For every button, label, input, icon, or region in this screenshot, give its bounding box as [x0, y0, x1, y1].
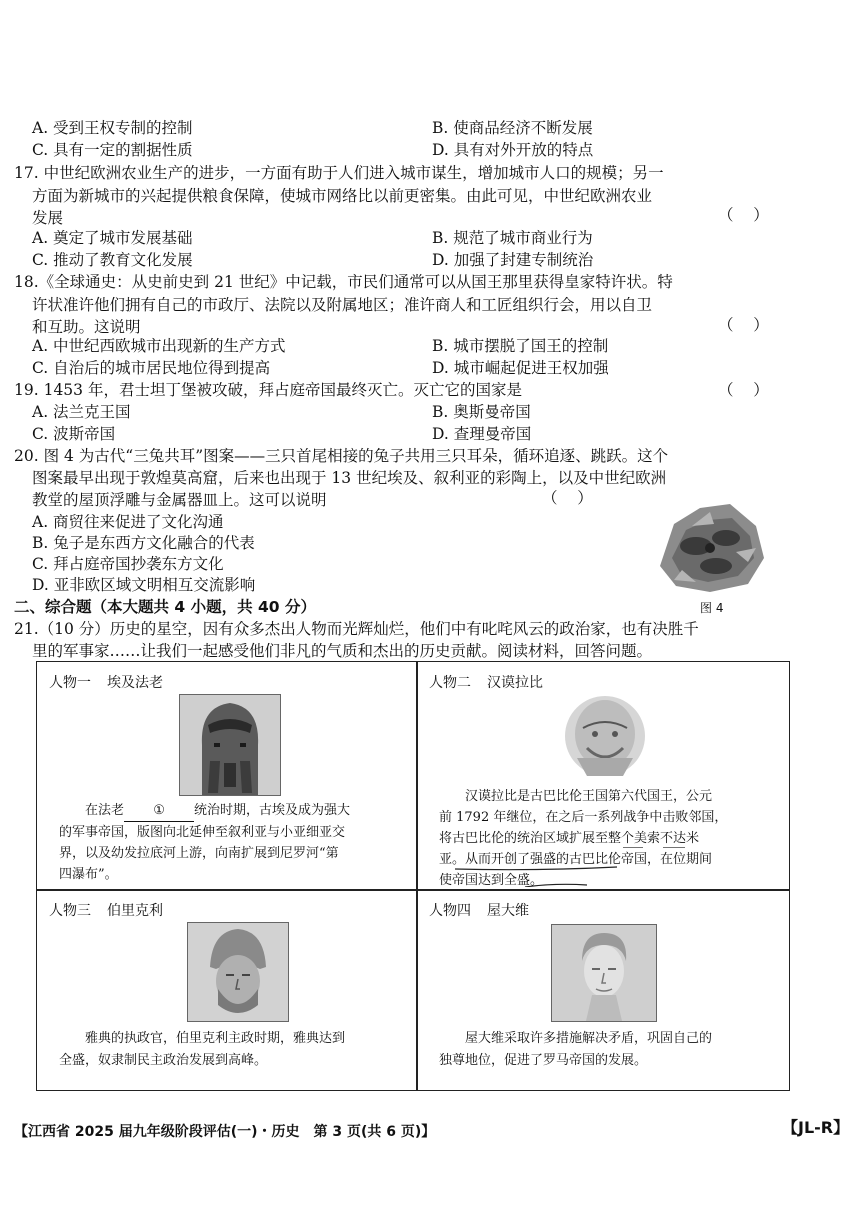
figure-panel-hammurabi	[416, 661, 790, 891]
q19-option-a: A. 法兰克王国	[32, 403, 131, 421]
q18-stem-line3: 和互助。这说明	[32, 318, 141, 336]
q18-option-b: B. 城市摆脱了国王的控制	[432, 337, 609, 355]
q17-option-b: B. 规范了城市商业行为	[432, 229, 593, 247]
q17-stem-line2: 方面为新城市的兴起提供粮食保障，使城市网络比以前更密集。由此可见，中世纪欧洲农业	[32, 187, 653, 205]
handwritten-underline-marks	[437, 847, 777, 887]
q20-option-a: A. 商贸往来促进了文化沟通	[32, 513, 224, 531]
pharaoh-statue-image	[179, 694, 281, 796]
q16-option-b: B. 使商品经济不断发展	[432, 119, 593, 137]
panel-label: 人物四	[429, 903, 471, 919]
q17-stem-line1: 17. 中世纪欧洲农业生产的进步，一方面有助于人们进入城市谋生，增加城市人口的规模；另一	[14, 164, 664, 182]
page-footer: 【江西省 2025 届九年级阶段评估(一)・历史 第 3 页(共 6 页)】	[14, 1124, 436, 1140]
q17-stem-line3: 发展	[32, 209, 64, 227]
figure-panel-pericles	[36, 889, 418, 1091]
q19-option-c: C. 波斯帝国	[32, 425, 116, 443]
panel-title	[49, 900, 179, 920]
q17-option-d: D. 加强了封建专制统治	[432, 251, 594, 269]
panel-name: 伯里克利	[107, 903, 163, 919]
q19-option-b: B. 奥斯曼帝国	[432, 403, 531, 421]
figure-panel-octavian	[416, 889, 790, 1091]
q21-stem-line1: 21.（10 分）历史的星空，因有众多杰出人物而光辉灿烂，他们中有叱咤风云的政治家，也有决胜千	[14, 620, 699, 638]
hammurabi-text-line2: 前 1792 年继位，在之后一系列战争中击败邻国，	[439, 810, 728, 825]
q20-answer-paren: （ ）	[542, 489, 593, 507]
q17-answer-paren: （ ）	[718, 206, 769, 224]
q19-option-d: D. 查理曼帝国	[432, 425, 532, 443]
panel-label: 人物一	[49, 675, 91, 691]
hammurabi-text-line4: 亚。从而开创了强盛的古巴比伦帝国，在位期间	[439, 852, 713, 867]
q18-stem-line2: 许状准许他们拥有自己的市政厅、法院以及附属地区；准许商人和工匠组织行会，用以自卫	[32, 296, 653, 314]
panel-name: 汉谟拉比	[487, 675, 543, 691]
panel-title	[429, 672, 559, 692]
pharaoh-text-line3: 界，以及幼发拉底河上游，向南扩展到尼罗河“第	[59, 846, 339, 861]
octavian-text-line1: 屋大维采取许多措施解决矛盾，巩固自己的	[465, 1031, 713, 1046]
q17-option-c: C. 推动了教育文化发展	[32, 251, 193, 269]
figure-panel-pharaoh	[36, 661, 418, 891]
q16-option-a: A. 受到王权专制的控制	[32, 119, 193, 137]
q20-stem-line1: 20. 图 4 为古代“三兔共耳”图案——三只首尾相接的兔子共用三只耳朵，循环追逐、跳跃。这个	[14, 447, 669, 465]
q18-option-a: A. 中世纪西欧城市出现新的生产方式	[32, 337, 286, 355]
figure-4-caption: 图 4	[700, 601, 724, 615]
q20-option-b: B. 兔子是东西方文化融合的代表	[32, 534, 255, 552]
pharaoh-text-line1: 在法老 ① 统治时期，古埃及成为强大	[85, 800, 350, 822]
hammurabi-head-image	[557, 688, 653, 780]
answer-blank-1[interactable]: ①	[124, 800, 194, 822]
q20-option-d: D. 亚非欧区域文明相互交流影响	[32, 576, 256, 594]
panel-title	[429, 900, 545, 920]
q20-option-c: C. 拜占庭帝国抄袭东方文化	[32, 555, 224, 573]
q20-stem-line2: 图案最早出现于敦煌莫高窟，后来也出现于 13 世纪埃及、叙利亚的彩陶上，以及中世纪欧洲	[32, 469, 667, 487]
q19-answer-paren: （ ）	[718, 381, 769, 399]
q18-option-c: C. 自治后的城市居民地位得到提高	[32, 359, 271, 377]
pharaoh-text-line4: 四瀑布”。	[59, 867, 118, 882]
q18-answer-paren: （ ）	[718, 316, 769, 334]
q21-stem-line2: 里的军事家……让我们一起感受他们非凡的气质和杰出的历史贡献。阅读材料，回答问题。	[32, 642, 653, 660]
q19-stem: 19. 1453 年，君士坦丁堡被攻破，拜占庭帝国最终灭亡。灭亡它的国家是	[14, 381, 522, 399]
panel-name: 埃及法老	[107, 675, 163, 691]
pharaoh-text-line2: 的军事帝国，版图向北延伸至叙利亚与小亚细亚交	[59, 825, 346, 840]
q17-option-a: A. 奠定了城市发展基础	[32, 229, 193, 247]
panel-label: 人物二	[429, 675, 471, 691]
q20-stem-line3: 教堂的屋顶浮雕与金属器皿上。这可以说明	[32, 491, 327, 509]
panel-label: 人物三	[49, 903, 91, 919]
q18-stem-line1: 18.《全球通史：从史前史到 21 世纪》中记载，市民们通常可以从国王那里获得皇家特许状。特	[14, 273, 673, 291]
pericles-text-line2: 全盛，奴隶制民主政治发展到高峰。	[59, 1053, 268, 1068]
paper-code: 【JL-R】	[782, 1118, 850, 1137]
three-hares-relief-image	[652, 496, 770, 594]
pericles-bust-image	[187, 922, 289, 1022]
panel-title	[49, 672, 179, 692]
octavian-text-line2: 独尊地位，促进了罗马帝国的发展。	[439, 1053, 648, 1068]
hammurabi-text-line1: 汉谟拉比是古巴比伦王国第六代国王，公元	[465, 789, 713, 804]
hammurabi-text-line5: 使帝国达到全盛。	[439, 873, 544, 888]
section-2-heading: 二、综合题（本大题共 4 小题，共 40 分）	[14, 598, 316, 616]
pericles-text-line1: 雅典的执政官，伯里克利主政时期，雅典达到	[85, 1031, 346, 1046]
octavian-bust-image	[551, 924, 657, 1022]
panel-name: 屋大维	[487, 903, 529, 919]
q18-option-d: D. 城市崛起促进王权加强	[432, 359, 609, 377]
hammurabi-text-line3: 将古巴比伦的统治区域扩展至整个美索不达米	[439, 831, 700, 846]
q16-option-c: C. 具有一定的割据性质	[32, 141, 193, 159]
q16-option-d: D. 具有对外开放的特点	[432, 141, 594, 159]
